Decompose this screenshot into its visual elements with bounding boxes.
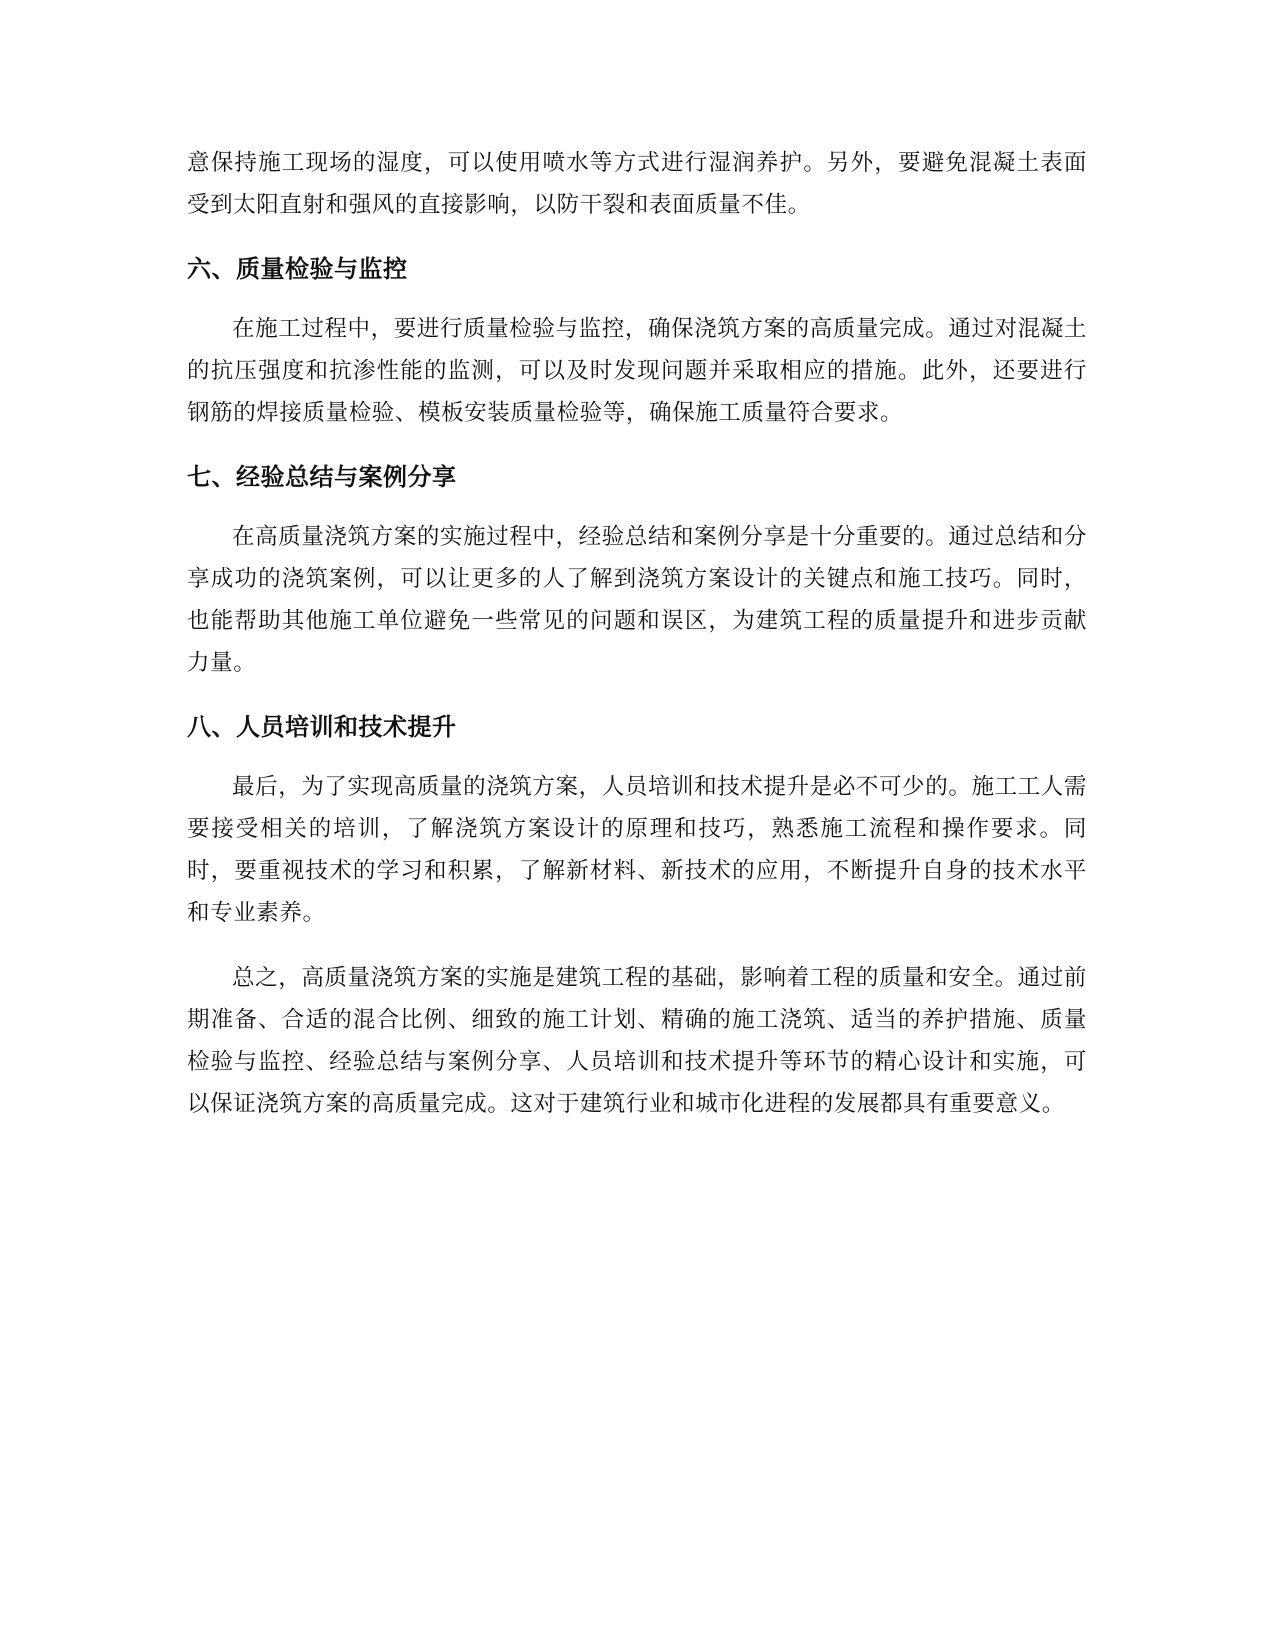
section-paragraph-quality-inspection: 在施工过程中，要进行质量检验与监控，确保浇筑方案的高质量完成。通过对混凝土的抗压强度和抗渗性能的监测，可以及时发现问题并采取相应的措施。此外，还要进行钢筋的焊接质量检验、模板安装质量检验等，确保施工质量符合要求。 <box>187 316 1087 426</box>
intro-paragraph: 意保持施工现场的湿度，可以使用喷水等方式进行湿润养护。另外，要避免混凝土表面受到太阳直射和强风的直接影响，以防干裂和表面质量不佳。 <box>187 150 1087 218</box>
section-heading-training: 八、人员培训和技术提升 <box>187 713 457 741</box>
document-body <box>187 142 1087 1125</box>
section-heading-experience-sharing: 七、经验总结与案例分享 <box>187 463 457 491</box>
conclusion-paragraph: 总之，高质量浇筑方案的实施是建筑工程的基础，影响着工程的质量和安全。通过前期准备、合适的混合比例、细致的施工计划、精确的施工浇筑、适当的养护措施、质量检验与监控、经验总结与案例分享、人员培训和技术提升等环节的精心设计和实施，可以保证浇筑方案的高质量完成。这对于建筑行业和城市化进程的发展都具有重要意义。 <box>187 965 1087 1117</box>
section-heading-quality-inspection: 六、质量检验与监控 <box>187 255 408 283</box>
section-paragraph-training: 最后，为了实现高质量的浇筑方案，人员培训和技术提升是必不可少的。施工工人需要接受相关的培训，了解浇筑方案设计的原理和技巧，熟悉施工流程和操作要求。同时，要重视技术的学习和积累，了解新材料、新技术的应用，不断提升自身的技术水平和专业素养。 <box>187 774 1087 926</box>
section-paragraph-experience-sharing: 在高质量浇筑方案的实施过程中，经验总结和案例分享是十分重要的。通过总结和分享成功的浇筑案例，可以让更多的人了解到浇筑方案设计的关键点和施工技巧。同时，也能帮助其他施工单位避免一些常见的问题和误区，为建筑工程的质量提升和进步贡献力量。 <box>187 524 1087 676</box>
